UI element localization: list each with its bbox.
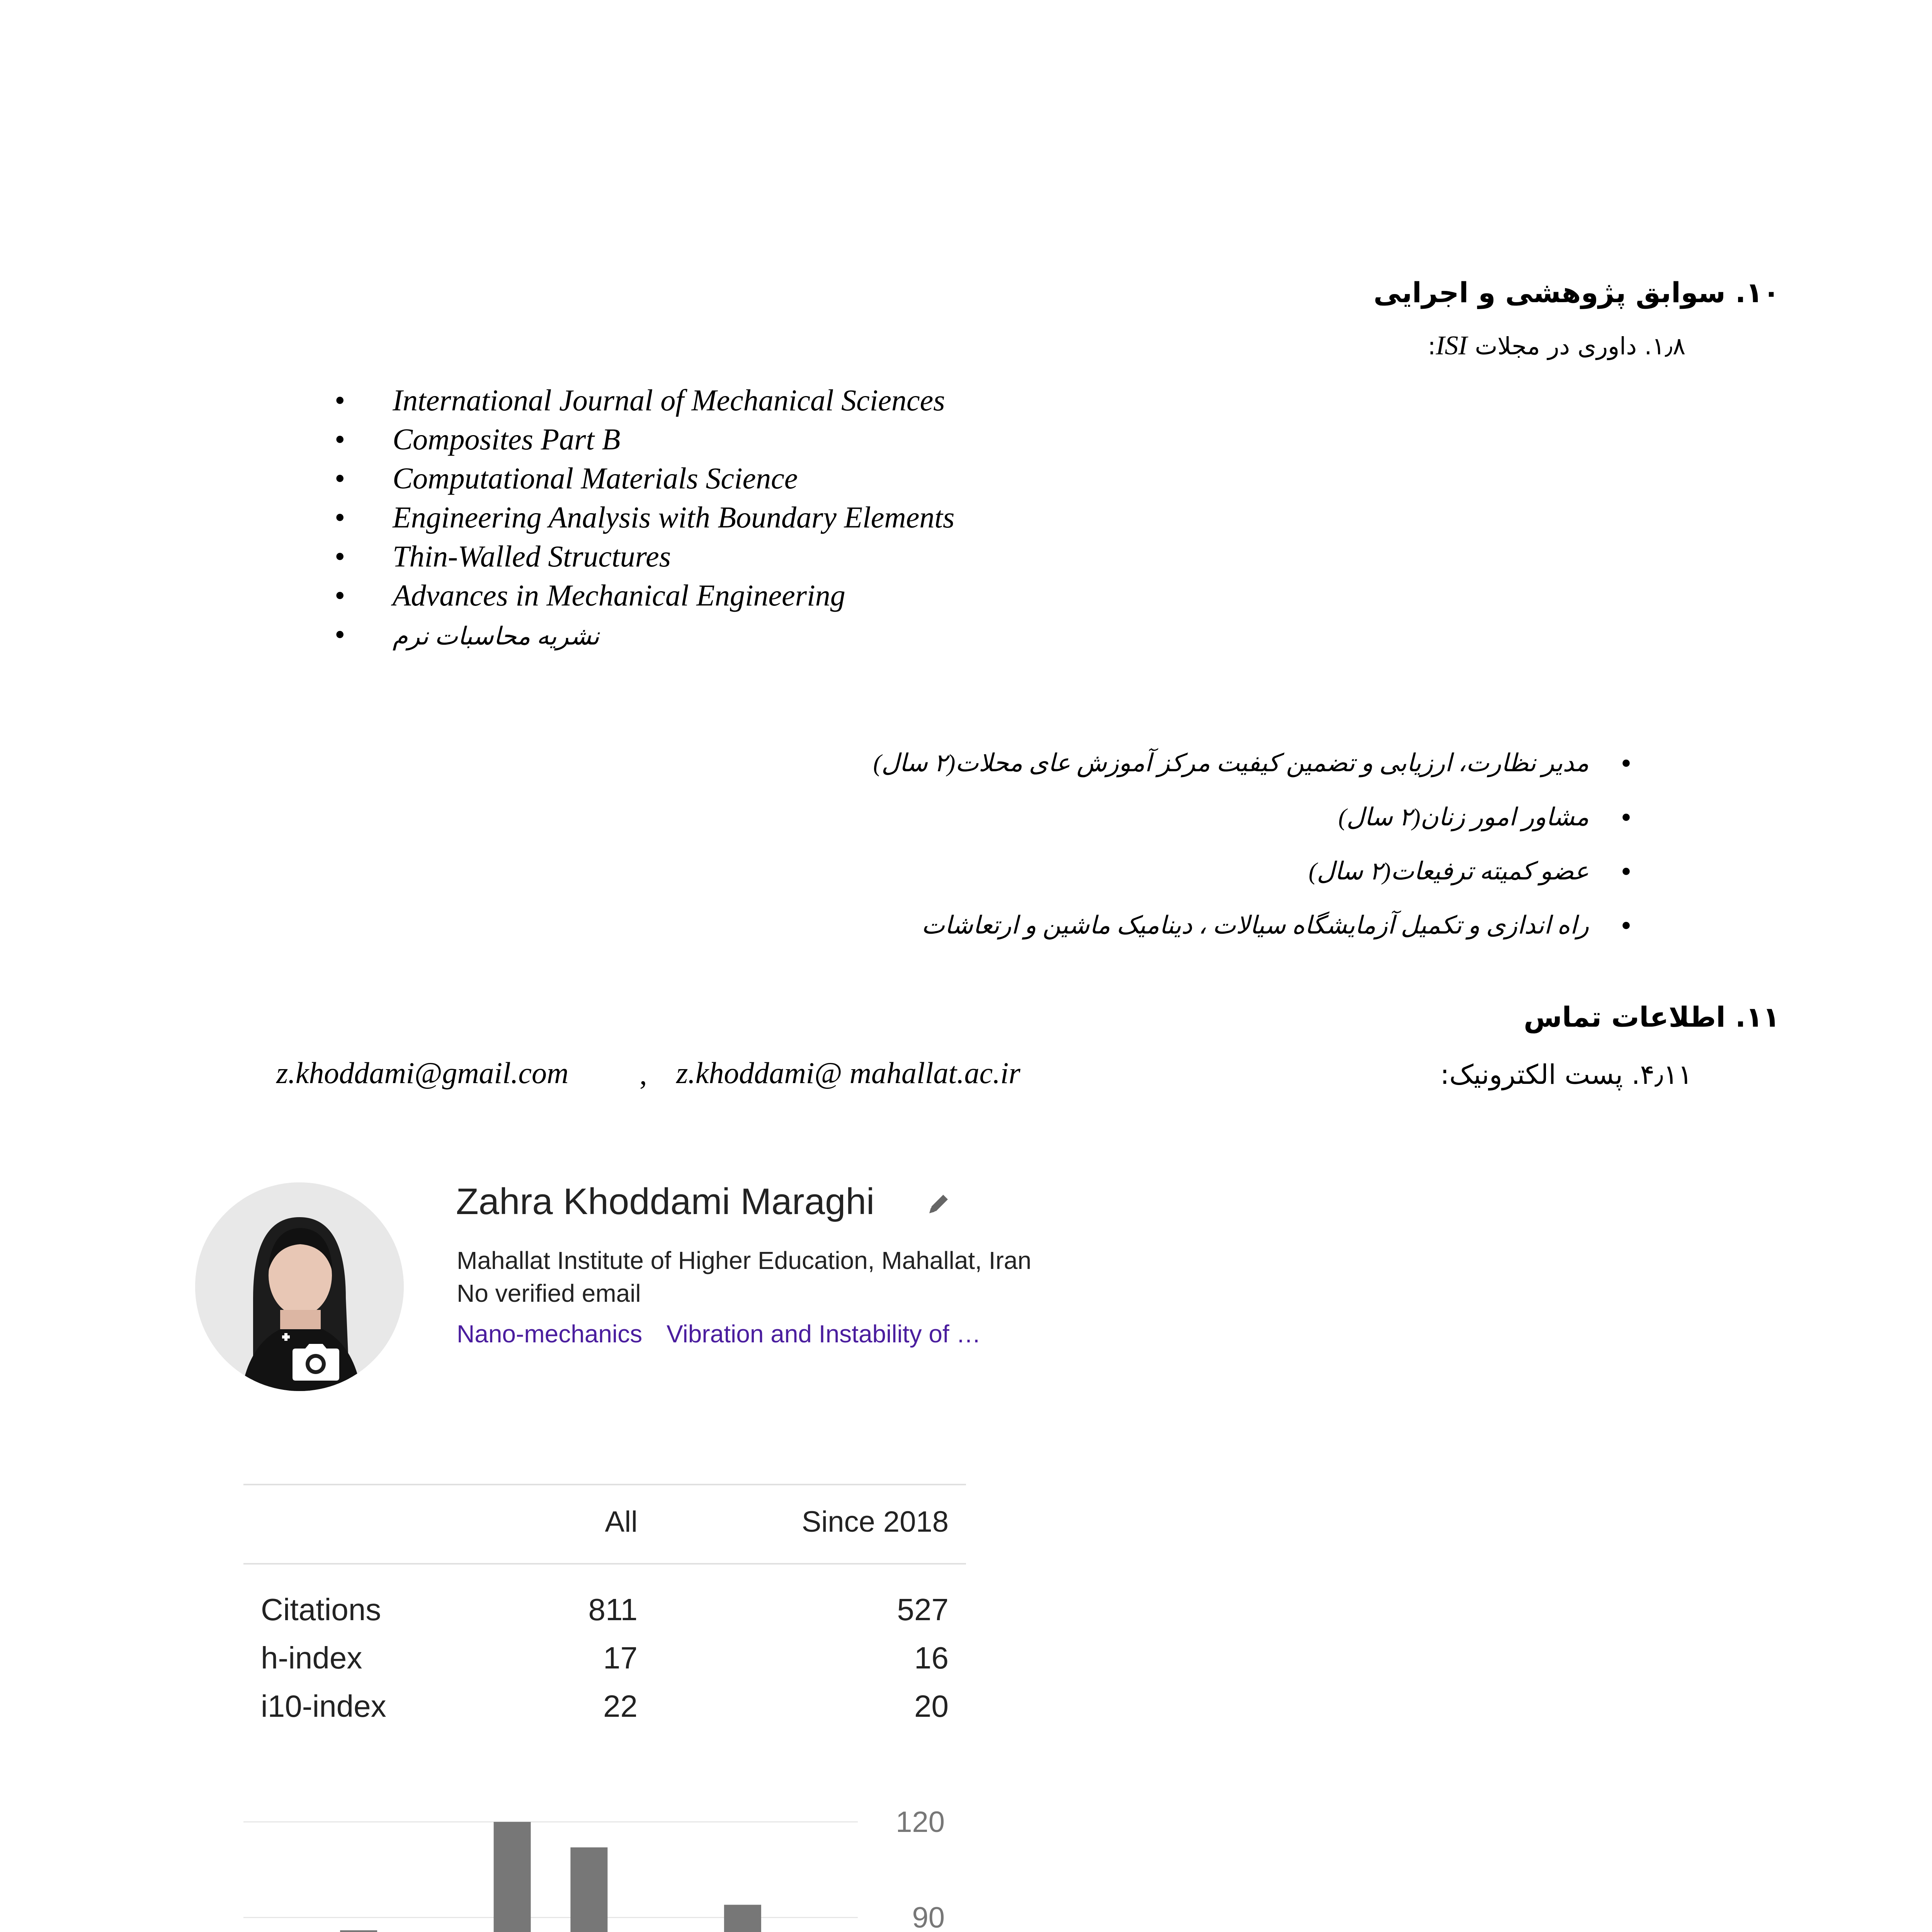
bullet-icon: • — [1621, 854, 1631, 888]
scholar-email-status: No verified email — [457, 1279, 641, 1307]
bullet-icon: • — [1621, 800, 1631, 834]
y-tick-label: 120 — [896, 1806, 945, 1838]
stats-top-rule — [243, 1484, 966, 1485]
journal-title: Thin-Walled Structures — [393, 539, 671, 573]
scholar-tag-vibration[interactable]: Vibration and Instability of … — [667, 1320, 981, 1348]
email-label: ۴٫۱۱. پست الکترونیک: — [1440, 1059, 1692, 1090]
journal-title: International Journal of Mechanical Sciences — [393, 383, 945, 417]
journal-title: Advances in Mechanical Engineering — [393, 578, 845, 612]
stats-row-label: Citations — [261, 1592, 381, 1627]
activity-text: مدیر نظارت، ارزیابی و تضمین کیفیت مرکز آموزش عای محلات(۲ سال) — [873, 749, 1589, 777]
journal-title: نشریه محاسبات نرم — [393, 622, 599, 650]
section-11-title: ۱۱. اطلاعات تماس — [1524, 1001, 1780, 1033]
email-separator: , — [639, 1057, 647, 1091]
stats-row-since: 20 — [914, 1689, 949, 1723]
bar-2017[interactable] — [340, 1930, 377, 1932]
activity-text: راه اندازی و تکمیل آزمایشگاه سیالات ، دینامیک ماشین و ارتعاشات — [921, 912, 1589, 939]
activity-text: مشاور امور زنان(۲ سال) — [1338, 803, 1589, 831]
stats-row-since: 527 — [897, 1592, 949, 1627]
subtitle-prefix: ۱٫۸. داوری در مجلات — [1475, 332, 1685, 360]
journal-title: Composites Part B — [393, 422, 621, 456]
scholar-affiliation: Mahallat Institute of Higher Education, Mahallat, Iran — [457, 1247, 1032, 1274]
stats-row-label: h-index — [261, 1641, 362, 1675]
stats-row-all: 22 — [603, 1689, 638, 1723]
bullet-icon: • — [335, 383, 345, 417]
stats-header-rule — [243, 1563, 966, 1565]
activity-item — [873, 898, 1631, 952]
activity-list — [873, 736, 1631, 952]
bullet-icon: • — [335, 578, 345, 612]
scholar-tag-nano[interactable]: Nano-mechanics — [457, 1320, 643, 1348]
journal-list — [335, 381, 954, 654]
subtitle-suffix: : — [1427, 332, 1436, 360]
camera-add-icon[interactable] — [278, 1329, 348, 1387]
stats-header-all: All — [605, 1505, 638, 1538]
y-tick-label: 90 — [912, 1901, 945, 1932]
stats-header-since: Since 2018 — [801, 1505, 949, 1538]
journal-item — [335, 420, 954, 459]
activity-item — [873, 736, 1631, 790]
bullet-icon: • — [335, 461, 345, 495]
journal-title: Computational Materials Science — [393, 461, 798, 495]
email-gmail[interactable]: z.khoddami@gmail.com — [276, 1056, 569, 1090]
bar-2020[interactable] — [570, 1847, 607, 1932]
bullet-icon: • — [335, 539, 345, 573]
bullet-icon: • — [1621, 746, 1631, 780]
subtitle-isi: ISI — [1435, 331, 1468, 361]
section-10-title: ۱۰. سوابق پژوهشی و اجرایی — [1373, 276, 1780, 309]
journal-item — [335, 537, 954, 576]
activity-item — [873, 790, 1631, 844]
bullet-icon: • — [1621, 908, 1631, 942]
bullet-icon: • — [335, 422, 345, 456]
section-10-subtitle — [1428, 330, 1685, 361]
journal-item — [335, 615, 954, 654]
journal-item — [335, 576, 954, 615]
stats-row-label: i10-index — [261, 1689, 386, 1723]
bar-2019[interactable] — [494, 1822, 531, 1932]
stats-row-all: 811 — [588, 1592, 638, 1627]
bullet-icon: • — [335, 617, 345, 651]
bar-2022[interactable] — [724, 1905, 761, 1932]
stats-row-all: 17 — [603, 1641, 638, 1675]
activity-text: عضو کمیته ترفیعات(۲ سال) — [1308, 857, 1589, 885]
activity-item — [873, 844, 1631, 898]
stats-row-since: 16 — [914, 1641, 949, 1675]
bullet-icon: • — [335, 500, 345, 534]
journal-item — [335, 459, 954, 498]
journal-item — [335, 498, 954, 537]
journal-title: Engineering Analysis with Boundary Elements — [393, 500, 955, 534]
edit-pencil-icon[interactable] — [925, 1190, 952, 1217]
citations-chart — [232, 1797, 985, 1932]
journal-item — [335, 381, 954, 420]
email-institutional[interactable]: z.khoddami@ mahallat.ac.ir — [676, 1056, 1020, 1090]
scholar-name: Zahra Khoddami Maraghi — [456, 1181, 875, 1222]
